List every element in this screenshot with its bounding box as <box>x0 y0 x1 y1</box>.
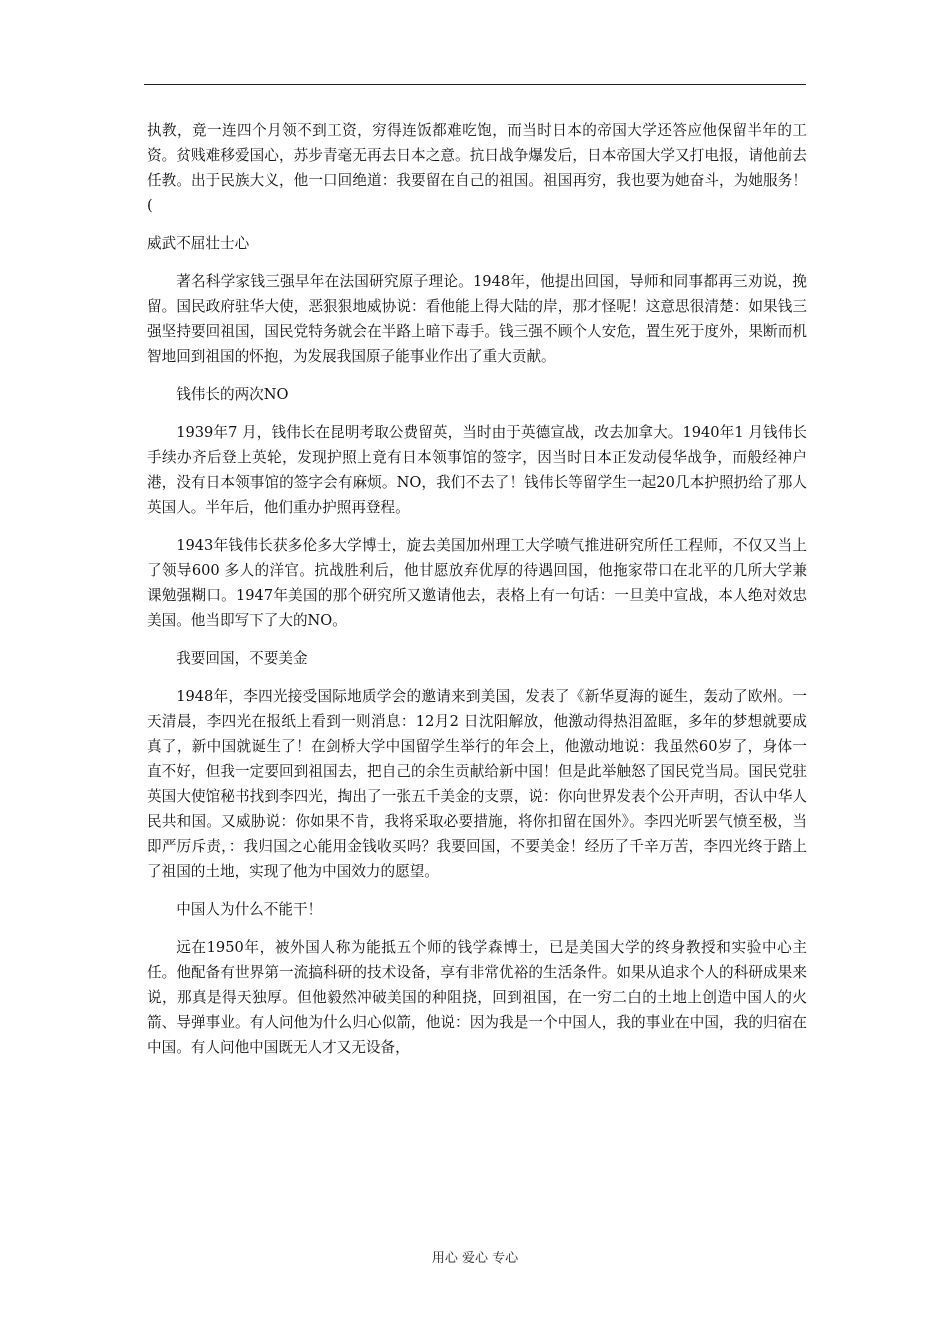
paragraph: 著名科学家钱三强早年在法国研究原子理论。1948年，他提出回国，导师和同事都再三劝说，挽留。国民政府驻华大使，恶狠狠地威协说：看他能上得大陆的岸，那才怪呢！这意思很清楚：如果钱三强坚持要回祖国，国民党特务就会在半路上暗下毒手。钱三强不顾个人安危，置生死于度外，果断而机智地回到祖国的怀抱，为发展我国原子能事业作出了重大贡献。 <box>147 273 807 365</box>
section-heading: 我要回国，不要美金 <box>176 650 308 667</box>
header-rule <box>144 84 806 85</box>
paragraph: 远在1950年，被外国人称为能抵五个师的钱学森博士，已是美国大学的终身教授和实验中心主任。他配备有世界第一流搞科研的技术设备，享有非常优裕的生活条件。如果从追求个人的科研成果来说，那真是得天独厚。但他毅然冲破美国的种阻挠，回到祖国，在一穷二白的土地上创造中国人的火箭、导弹事业。有人问他为什么归心似箭，他说：因为我是一个中国人，我的事业在中国，我的归宿在中国。有人问他中国既无人才又无设备， <box>147 939 807 1056</box>
section-heading: 威武不屈壮士心 <box>147 235 250 252</box>
paragraph: 1939年7 月，钱伟长在昆明考取公费留英，当时由于英德宣战，改去加拿大。1940年1 月钱伟长手续办齐后登上英轮，发现护照上竟有日本领事馆的签字，因当时日本正发动侵华战争，而般经神户港，没有日本领事馆的签字会有麻烦。NO，我们不去了！钱伟长等留学生一起20几本护照扔给了那人英国人。半年后，他们重办护照再登程。 <box>147 424 807 516</box>
paragraph: 1948年，李四光接受国际地质学会的邀请来到美国，发表了《新华夏海的诞生，轰动了欧州。一天清晨，李四光在报纸上看到一则消息：12月2 日沈阳解放，他激动得热泪盈眶，多年的梦想就要成真了，新中国就诞生了！在剑桥大学中国留学生举行的年会上，他激动地说：我虽然60岁了，身体一直不好，但我一定要回到祖国去，把自己的余生贡献给新中国！但是此举触怒了国民党当局。国民党驻英国大使馆秘书找到李四光，掏出了一张五千美金的支票，说：你向世界发表个公开声明，否认中华人民共和国。又威胁说：你如果不肯，我将采取必要措施，将你扣留在国外》。李四光听罢气愤至极，当即严厉斥责，：我归国之心能用金钱收买吗？我要回国，不要美金！经历了千辛万苦，李四光终于踏上了祖国的土地，实现了他为中国效力的愿望。 <box>147 688 807 880</box>
paragraph: 1943年钱伟长获多伦多大学博士，旋去美国加州理工大学喷气推进研究所任工程师，不仅又当上了领导600 多人的洋官。抗战胜利后，他甘愿放弃优厚的待遇回国，他拖家带口在北平的几所大学兼课勉强糊口。1947年美国的那个研究所又邀请他去，表格上有一句话：一旦美中宣战，本人绝对效忠美国。他当即写下了大的NO。 <box>147 537 807 629</box>
paragraph: 执教，竟一连四个月领不到工资，穷得连饭都难吃饱，而当时日本的帝国大学还答应他保留半年的工资。贫贱难移爱国心，苏步青毫无再去日本之意。抗日战争爆发后，日本帝国大学又打电报，请他前去任教。出于民族大义，他一口回绝道：我要留在自己的祖国。祖国再穷，我也要为她奋斗，为她服务！( <box>147 122 807 214</box>
section-heading: 钱伟长的两次NO <box>176 386 289 403</box>
document-body <box>147 118 807 1073</box>
page-footer: 用心 爱心 专心 <box>431 1251 519 1266</box>
section-heading: 中国人为什么不能干！ <box>176 901 323 918</box>
